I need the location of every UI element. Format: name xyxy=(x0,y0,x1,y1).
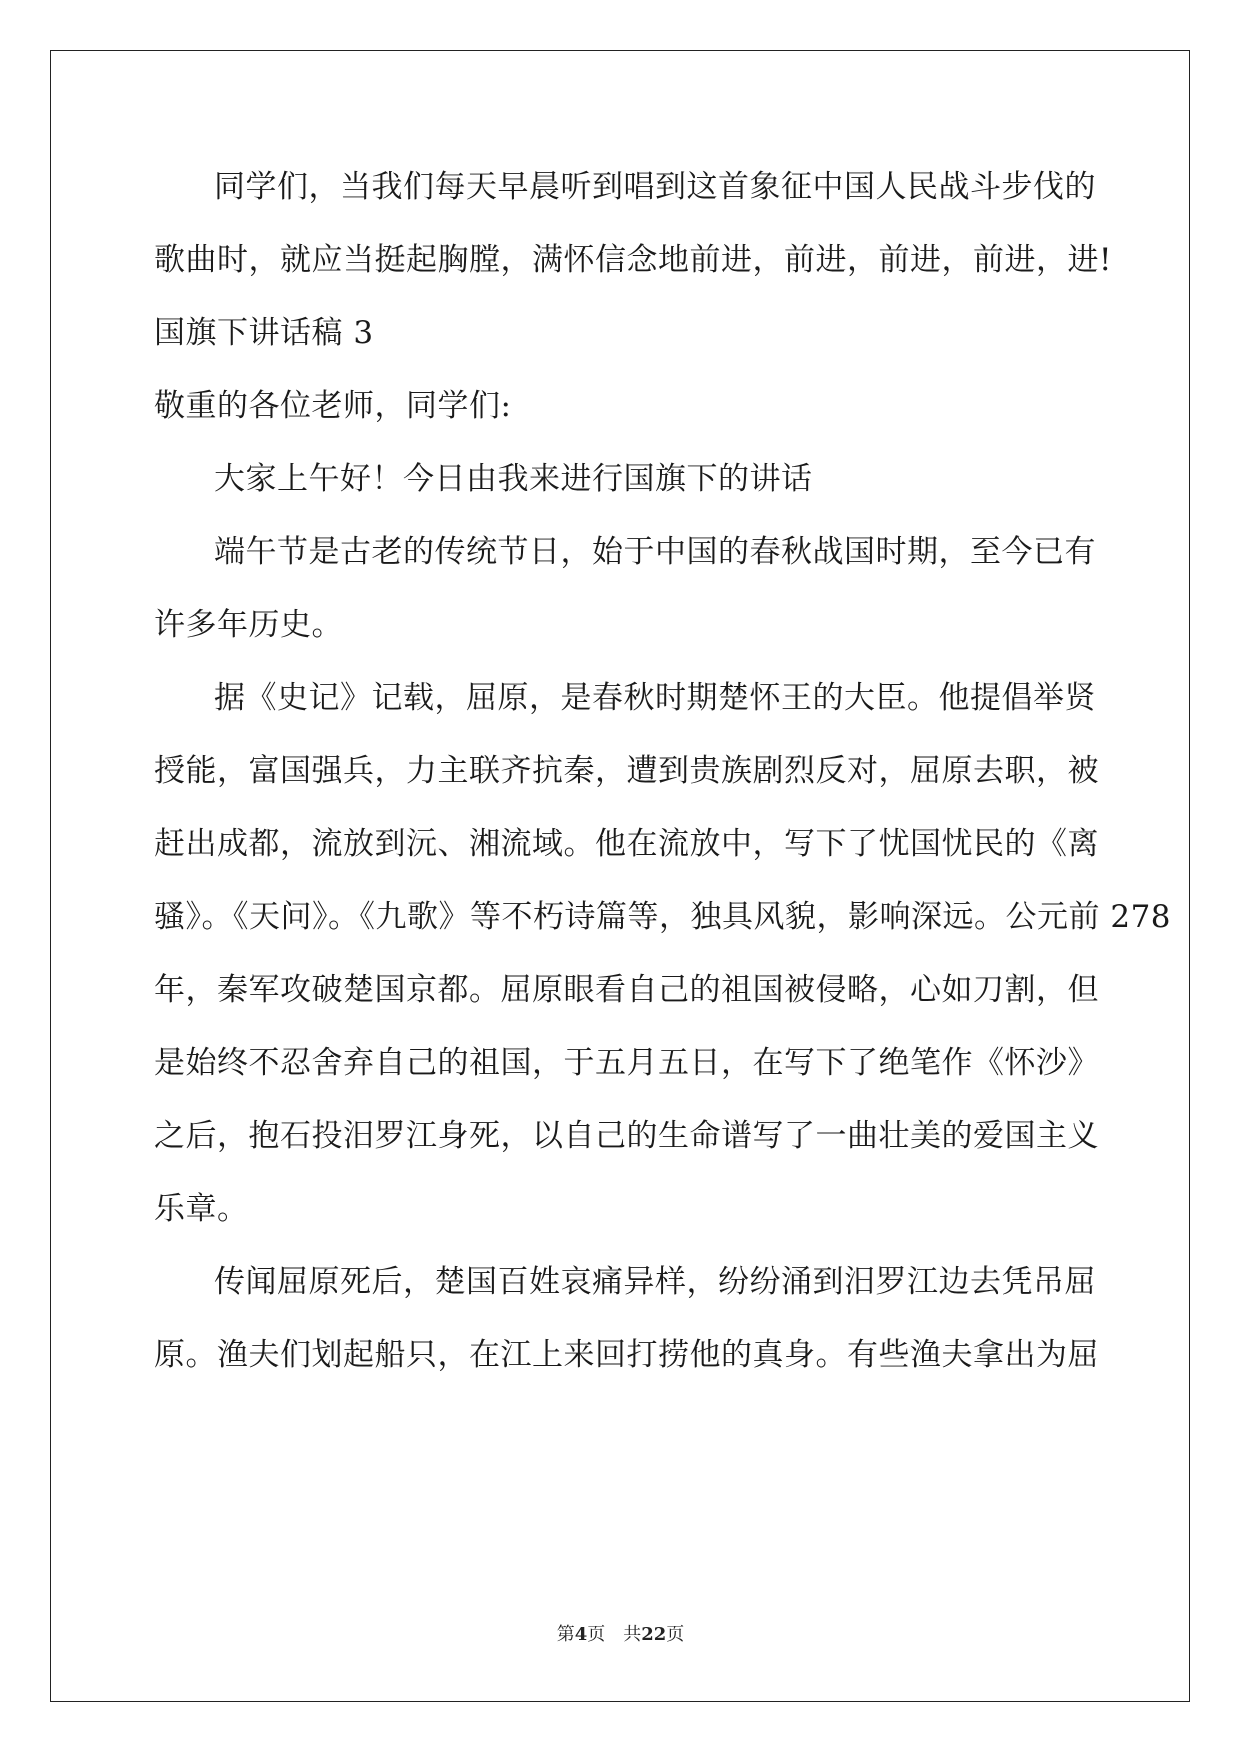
text-line: 授能，富国强兵，力主联齐抗秦，遭到贵族剧烈反对，屈原去职，被 xyxy=(154,753,1099,789)
footer-page-number: 4 xyxy=(574,1624,588,1645)
text-line: 是始终不忍舍弃自己的祖国，于五月五日，在写下了绝笔作《怀沙》 xyxy=(154,1045,1099,1081)
text-line: 年，秦军攻破楚国京都。屈原眼看自己的祖国被侵略，心如刀割，但 xyxy=(154,972,1099,1008)
text-line: 国旗下讲话稿 3 xyxy=(154,315,374,351)
text-line: 之后，抱石投汨罗江身死，以自己的生命谱写了一曲壮美的爱国主义 xyxy=(154,1118,1099,1154)
text-line: 端午节是古老的传统节日，始于中国的春秋战国时期，至今已有 xyxy=(214,534,1096,570)
text-line: 敬重的各位老师，同学们: xyxy=(154,388,512,424)
text-line: 骚》。《天问》。《九歌》等不朽诗篇等，独具风貌，影响深远。公元前 278 xyxy=(154,899,1172,935)
text-line: 同学们，当我们每天早晨听到唱到这首象征中国人民战斗步伐的 xyxy=(214,169,1096,205)
footer-prefix: 第 xyxy=(556,1624,575,1645)
text-line: 传闻屈原死后，楚国百姓哀痛异样，纷纷涌到汨罗江边去凭吊屈 xyxy=(214,1264,1096,1300)
footer-mid: 页 共 xyxy=(587,1624,642,1645)
text-line: 据《史记》记载，屈原，是春秋时期楚怀王的大臣。他提倡举贤 xyxy=(214,680,1096,716)
text-line: 原。渔夫们划起船只，在江上来回打捞他的真身。有些渔夫拿出为屈 xyxy=(154,1337,1099,1373)
text-line: 乐章。 xyxy=(154,1191,249,1227)
text-line: 歌曲时，就应当挺起胸膛，满怀信念地前进，前进，前进，前进，进! xyxy=(154,242,1112,278)
text-line: 许多年历史。 xyxy=(154,607,343,643)
text-line: 赶出成都，流放到沅、湘流域。他在流放中，写下了忧国忧民的《离 xyxy=(154,826,1099,862)
footer-suffix: 页 xyxy=(666,1624,685,1645)
page-border xyxy=(50,50,1190,1702)
text-line: 大家上午好！今日由我来进行国旗下的讲话 xyxy=(214,461,813,497)
page-footer xyxy=(0,1620,1241,1646)
footer-total-pages: 22 xyxy=(641,1624,667,1645)
